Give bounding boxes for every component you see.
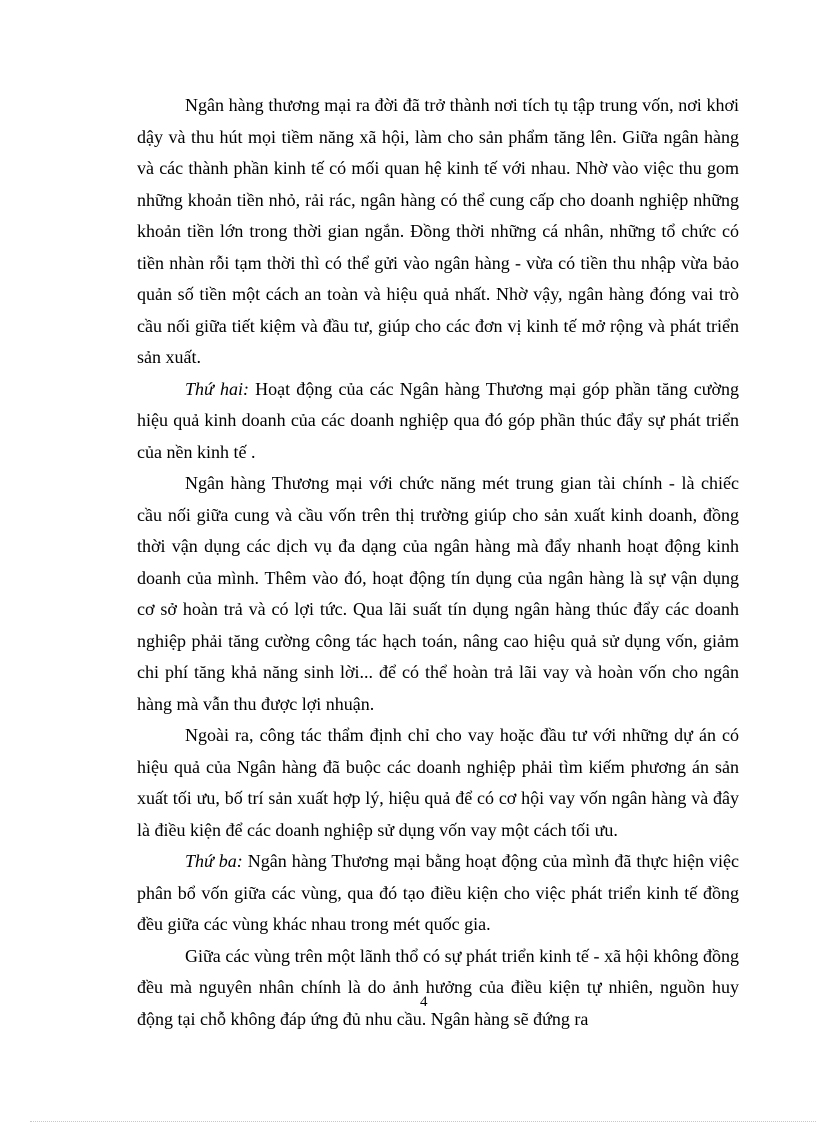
paragraph-text: Ngân hàng thương mại ra đời đã trở thành nơi tích tụ tập trung vốn, nơi khơi dậy và thu hút mọi tiềm năng xã hội, làm cho sản phẩm tăng lên. Giữa ngân hàng và các thành phần kinh tế có mối quan hệ kinh tế với nhau. Nhờ vào việc thu gom những khoản tiền nhỏ, rải rác, ngân hàng có thể cung cấp cho doanh nghiệp những khoản tiền lớn trong thời gian ngắn. Đồng thời những cá nhân, những tổ chức có tiền nhàn rỗi tạm thời thì có thể gửi vào ngân hàng - vừa có tiền thu nhập vừa bảo quản số tiền một cách an toàn và hiệu quả nhất. Nhờ vậy, ngân hàng đóng vai trò cầu nối giữa tiết kiệm và đầu tư, giúp cho các đơn vị kinh tế mở rộng và phát triển sản xuất. xyxy=(137,95,739,367)
body-text xyxy=(137,90,739,1035)
paragraph-2 xyxy=(137,374,739,469)
page-number: 4 xyxy=(420,994,428,1010)
paragraph-text: Ngân hàng Thương mại với chức năng mét trung gian tài chính - là chiếc cầu nối giữa cung và cầu vốn trên thị trường giúp cho sản xuất kinh doanh, đồng thời vận dụng các dịch vụ đa dạng của ngân hàng mà đẩy nhanh hoạt động kinh doanh của mình. Thêm vào đó, hoạt động tín dụng của ngân hàng là sự vận dụng cơ sở hoàn trả và có lợi tức. Qua lãi suất tín dụng ngân hàng thúc đẩy các doanh nghiệp phải tăng cường công tác hạch toán, nâng cao hiệu quả sử dụng vốn, giảm chi phí tăng khả năng sinh lời... để có thể hoàn trả lãi vay và hoàn vốn cho ngân hàng mà vẫn thu được lợi nhuận. xyxy=(137,473,739,714)
paragraph-lead: Thứ hai: xyxy=(185,378,249,399)
paragraph-3 xyxy=(137,468,739,720)
paragraph-4 xyxy=(137,720,739,846)
paragraph-text: Giữa các vùng trên một lãnh thổ có sự phát triển kinh tế - xã hội không đồng đều mà nguyên nhân chính là do ảnh hưởng của điều kiện tự nhiên, nguồn huy động tại chỗ không đáp ứng đủ nhu cầu. Ngân hàng sẽ đứng ra xyxy=(137,945,739,1029)
paragraph-lead: Thứ ba: xyxy=(185,851,243,871)
paragraph-5 xyxy=(137,846,739,941)
paragraph-6 xyxy=(137,941,739,1036)
paragraph-text: Ngân hàng Thương mại bằng hoạt động của mình đã thực hiện việc phân bổ vốn giữa các vùng, qua đó tạo điều kiện cho việc phát triển kinh tế đồng đều giữa các vùng khác nhau trong mét quốc gia. xyxy=(137,851,739,934)
paragraph-1 xyxy=(137,90,739,374)
page-bottom-divider xyxy=(30,1121,816,1122)
paragraph-text: Ngoài ra, công tác thẩm định chỉ cho vay hoặc đầu tư với những dự án có hiệu quả của Ngân hàng đã buộc các doanh nghiệp phải tìm kiếm phương án sản xuất tối ưu, bố trí sản xuất hợp lý, hiệu quả để có cơ hội vay vốn ngân hàng và đây là điều kiện để các doanh nghiệp sử dụng vốn vay một cách tối ưu. xyxy=(137,725,739,840)
paragraph-text: Hoạt động của các Ngân hàng Thương mại góp phần tăng cường hiệu quả kinh doanh của các doanh nghiệp qua đó góp phần thúc đẩy sự phát triển của nền kinh tế . xyxy=(137,378,739,462)
